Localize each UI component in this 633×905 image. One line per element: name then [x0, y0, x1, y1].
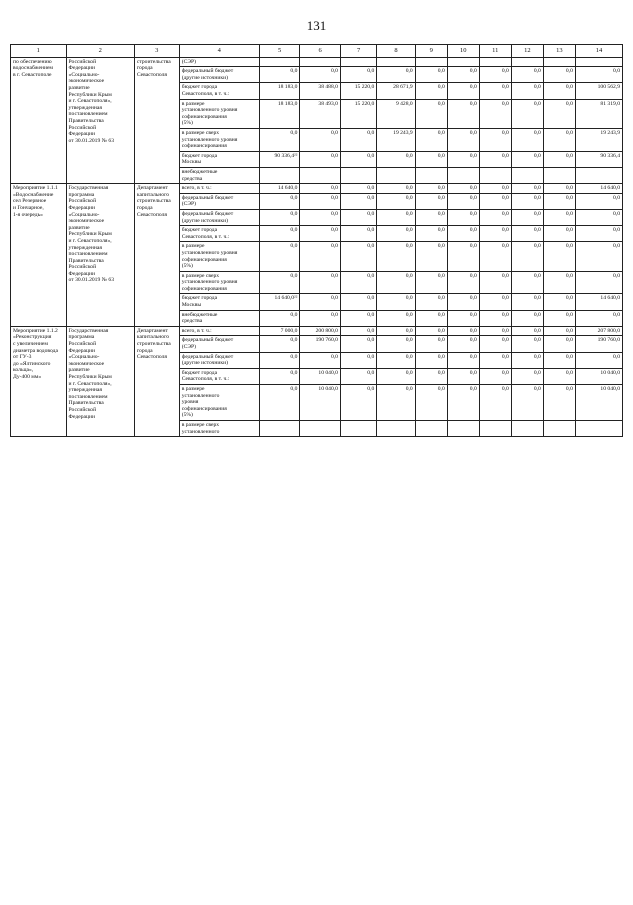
amount-cell: 0,0: [479, 385, 511, 421]
total-value-cell: 0,0: [575, 226, 622, 242]
amount-cell: 0,0: [377, 352, 415, 368]
funding-source-cell: федеральный бюджет (СЭР): [179, 193, 259, 209]
amount-cell: 0,0: [447, 294, 479, 310]
column-header: 6: [300, 45, 341, 58]
amount-cell: 0,0: [377, 209, 415, 225]
amount-cell: 0,0: [543, 385, 575, 421]
amount-cell: 0,0: [377, 184, 415, 194]
amount-cell: 0,0: [415, 336, 447, 352]
amount-cell: 0,0: [415, 151, 447, 167]
amount-cell: 14 640,0: [259, 184, 300, 194]
amount-cell: [415, 420, 447, 436]
amount-cell: 0,0: [300, 242, 341, 271]
amount-cell: 0,0: [479, 99, 511, 128]
amount-cell: 0,0: [447, 242, 479, 271]
amount-cell: 0,0: [543, 294, 575, 310]
amount-cell: 0,0: [340, 326, 376, 336]
amount-cell: [415, 167, 447, 183]
amount-cell: 7 000,0: [259, 326, 300, 336]
amount-cell: [479, 57, 511, 67]
funding-source-cell: всего, в т. ч.:: [179, 326, 259, 336]
amount-cell: 0,0: [259, 209, 300, 225]
amount-cell: 0,0: [377, 368, 415, 384]
amount-cell: 0,0: [377, 385, 415, 421]
amount-cell: 0,0: [479, 271, 511, 294]
amount-cell: 0,0: [543, 184, 575, 194]
amount-cell: 19 243,9: [377, 129, 415, 152]
amount-cell: [511, 57, 543, 67]
amount-cell: [415, 57, 447, 67]
amount-cell: 0,0: [415, 129, 447, 152]
amount-cell: 0,0: [300, 310, 341, 326]
amount-cell: 0,0: [340, 242, 376, 271]
table-body: [11, 57, 623, 437]
funding-source-cell: в размере сверх установленного уровня софинансирования: [179, 271, 259, 294]
amount-cell: 0,0: [340, 336, 376, 352]
amount-cell: 0,0: [511, 352, 543, 368]
amount-cell: 0,0: [340, 151, 376, 167]
amount-cell: 0,0: [511, 67, 543, 83]
activity-name-cell: по обеспечению водоснабжением в г. Севастополе: [11, 57, 67, 184]
amount-cell: 0,0: [543, 151, 575, 167]
amount-cell: 0,0: [447, 368, 479, 384]
amount-cell: 0,0: [543, 193, 575, 209]
amount-cell: 0,0: [447, 310, 479, 326]
amount-cell: 0,0: [479, 67, 511, 83]
amount-cell: [511, 420, 543, 436]
total-value-cell: 0,0: [575, 67, 622, 83]
amount-cell: 0,0: [511, 129, 543, 152]
amount-cell: 0,0: [543, 242, 575, 271]
amount-cell: [479, 420, 511, 436]
amount-cell: 0,0: [415, 294, 447, 310]
table-row: [11, 57, 623, 67]
amount-cell: 0,0: [259, 352, 300, 368]
amount-cell: 0,0: [259, 271, 300, 294]
total-value-cell: 90 336,4: [575, 151, 622, 167]
amount-cell: 0,0: [479, 336, 511, 352]
amount-cell: 0,0: [479, 129, 511, 152]
amount-cell: 0,0: [479, 326, 511, 336]
amount-cell: 0,0: [447, 151, 479, 167]
amount-cell: 0,0: [511, 326, 543, 336]
total-value-cell: 10 040,0: [575, 368, 622, 384]
total-value-cell: 207 800,0: [575, 326, 622, 336]
amount-cell: 90 336,4²²: [259, 151, 300, 167]
column-header: 3: [134, 45, 179, 58]
amount-cell: 0,0: [415, 326, 447, 336]
amount-cell: 0,0: [447, 226, 479, 242]
amount-cell: 200 800,0: [300, 326, 341, 336]
column-header: 10: [447, 45, 479, 58]
amount-cell: 0,0: [415, 193, 447, 209]
amount-cell: 0,0: [340, 184, 376, 194]
amount-cell: 0,0: [447, 184, 479, 194]
amount-cell: 0,0: [259, 336, 300, 352]
amount-cell: 0,0: [377, 67, 415, 83]
amount-cell: 0,0: [415, 352, 447, 368]
amount-cell: 0,0: [259, 193, 300, 209]
amount-cell: 0,0: [300, 67, 341, 83]
amount-cell: 0,0: [511, 193, 543, 209]
amount-cell: 0,0: [377, 294, 415, 310]
amount-cell: 0,0: [543, 99, 575, 128]
amount-cell: [300, 167, 341, 183]
amount-cell: 0,0: [543, 226, 575, 242]
amount-cell: 0,0: [447, 385, 479, 421]
funding-source-cell: всего, в т. ч.:: [179, 184, 259, 194]
amount-cell: 10 040,0: [300, 368, 341, 384]
total-value-cell: 0,0: [575, 209, 622, 225]
total-value-cell: 0,0: [575, 193, 622, 209]
amount-cell: 0,0: [447, 209, 479, 225]
total-value-cell: 10 040,0: [575, 385, 622, 421]
amount-cell: 0,0: [340, 368, 376, 384]
amount-cell: 0,0: [415, 385, 447, 421]
amount-cell: 0,0: [415, 226, 447, 242]
amount-cell: 0,0: [340, 129, 376, 152]
total-value-cell: 190 760,0: [575, 336, 622, 352]
total-value-cell: 100 562,9: [575, 83, 622, 99]
amount-cell: 0,0: [543, 67, 575, 83]
funding-source-cell: (СЭР): [179, 57, 259, 67]
amount-cell: 0,0: [340, 310, 376, 326]
amount-cell: 0,0: [340, 67, 376, 83]
amount-cell: 0,0: [543, 336, 575, 352]
column-header: 8: [377, 45, 415, 58]
amount-cell: 0,0: [511, 83, 543, 99]
amount-cell: 0,0: [259, 129, 300, 152]
amount-cell: [543, 57, 575, 67]
amount-cell: 0,0: [511, 226, 543, 242]
amount-cell: 0,0: [259, 385, 300, 421]
column-header: 4: [179, 45, 259, 58]
funding-source-cell: бюджет города Москвы: [179, 294, 259, 310]
amount-cell: [259, 420, 300, 436]
amount-cell: 0,0: [377, 226, 415, 242]
page-number: 131: [306, 18, 327, 33]
amount-cell: 0,0: [300, 226, 341, 242]
amount-cell: 38 488,0: [300, 83, 341, 99]
amount-cell: 0,0: [340, 385, 376, 421]
amount-cell: 15 220,0: [340, 83, 376, 99]
amount-cell: 0,0: [447, 352, 479, 368]
amount-cell: 0,0: [340, 193, 376, 209]
amount-cell: [543, 167, 575, 183]
amount-cell: 0,0: [543, 368, 575, 384]
amount-cell: 0,0: [447, 67, 479, 83]
amount-cell: [479, 167, 511, 183]
amount-cell: 0,0: [447, 326, 479, 336]
amount-cell: 0,0: [300, 184, 341, 194]
total-value-cell: [575, 57, 622, 67]
amount-cell: 0,0: [543, 310, 575, 326]
amount-cell: 0,0: [447, 193, 479, 209]
column-header: 2: [66, 45, 134, 58]
amount-cell: 0,0: [511, 242, 543, 271]
funding-source-cell: бюджет города Севастополя, в т. ч.:: [179, 83, 259, 99]
amount-cell: 0,0: [447, 99, 479, 128]
program-cell: Российской Федерации «Социально- экономическое развитие Республики Крым и г. Севастополя», утвержденная постановлением Правительства Российской Федерации от 30.01.2019 № 63: [66, 57, 134, 184]
amount-cell: 9 428,0: [377, 99, 415, 128]
amount-cell: 0,0: [511, 184, 543, 194]
amount-cell: 0,0: [415, 310, 447, 326]
amount-cell: 0,0: [511, 385, 543, 421]
amount-cell: 0,0: [377, 271, 415, 294]
amount-cell: 0,0: [479, 184, 511, 194]
amount-cell: 0,0: [543, 209, 575, 225]
amount-cell: 0,0: [511, 271, 543, 294]
amount-cell: 0,0: [377, 336, 415, 352]
amount-cell: 0,0: [300, 193, 341, 209]
total-value-cell: 0,0: [575, 271, 622, 294]
total-value-cell: 14 640,0: [575, 294, 622, 310]
column-number-row: [11, 45, 623, 58]
amount-cell: [340, 57, 376, 67]
amount-cell: [543, 420, 575, 436]
amount-cell: 0,0: [415, 67, 447, 83]
amount-cell: [300, 57, 341, 67]
amount-cell: 0,0: [300, 352, 341, 368]
table-row: [11, 184, 623, 194]
funding-source-cell: федеральный бюджет (другие источники): [179, 352, 259, 368]
funding-source-cell: федеральный бюджет (другие источники): [179, 67, 259, 83]
amount-cell: [447, 167, 479, 183]
column-header: 11: [479, 45, 511, 58]
activity-name-cell: Мероприятие 1.1.1 «Водоснабжение сел Резервное и Гончарное, 1-я очередь»: [11, 184, 67, 327]
amount-cell: 28 671,9: [377, 83, 415, 99]
amount-cell: 0,0: [479, 209, 511, 225]
executor-cell: строительства города Севастополя: [134, 57, 179, 184]
amount-cell: 18 183,0: [259, 99, 300, 128]
amount-cell: 0,0: [447, 271, 479, 294]
amount-cell: 0,0: [415, 184, 447, 194]
amount-cell: 0,0: [300, 294, 341, 310]
amount-cell: 0,0: [511, 294, 543, 310]
amount-cell: 0,0: [340, 271, 376, 294]
funding-source-cell: в размере сверх установленного уровня софинансирования: [179, 129, 259, 152]
amount-cell: 190 760,0: [300, 336, 341, 352]
funding-source-cell: бюджет города Севастополя, в т. ч.:: [179, 368, 259, 384]
amount-cell: 0,0: [259, 310, 300, 326]
funding-source-cell: в размере установленного уровня софинансирования (5%): [179, 242, 259, 271]
amount-cell: 0,0: [415, 99, 447, 128]
executor-cell: Департамент капитального строительства города Севастополя: [134, 184, 179, 327]
funding-source-cell: в размере сверх установленного: [179, 420, 259, 436]
column-header: 9: [415, 45, 447, 58]
total-value-cell: 14 640,0: [575, 184, 622, 194]
amount-cell: [300, 420, 341, 436]
amount-cell: 0,0: [300, 209, 341, 225]
total-value-cell: 0,0: [575, 310, 622, 326]
amount-cell: [259, 57, 300, 67]
amount-cell: 0,0: [340, 352, 376, 368]
amount-cell: 0,0: [543, 83, 575, 99]
amount-cell: 0,0: [415, 368, 447, 384]
amount-cell: [447, 420, 479, 436]
amount-cell: 0,0: [479, 310, 511, 326]
amount-cell: 0,0: [377, 193, 415, 209]
amount-cell: 0,0: [447, 129, 479, 152]
amount-cell: 0,0: [479, 151, 511, 167]
amount-cell: 0,0: [259, 226, 300, 242]
executor-cell: Департамент капитального строительства города Севастополя: [134, 326, 179, 436]
amount-cell: 0,0: [479, 294, 511, 310]
funding-source-cell: бюджет города Севастополя, в т. ч.:: [179, 226, 259, 242]
amount-cell: 0,0: [543, 271, 575, 294]
funding-source-cell: в размере установленного уровня софинансирования (5%): [179, 99, 259, 128]
column-header: 14: [575, 45, 622, 58]
amount-cell: 0,0: [377, 310, 415, 326]
amount-cell: 0,0: [447, 83, 479, 99]
funding-source-cell: федеральный бюджет (другие источники): [179, 209, 259, 225]
funding-source-cell: внебюджетные средства: [179, 310, 259, 326]
amount-cell: 18 183,0: [259, 83, 300, 99]
amount-cell: [340, 167, 376, 183]
budget-table-container: [10, 44, 623, 437]
total-value-cell: 19 243,9: [575, 129, 622, 152]
amount-cell: 0,0: [479, 193, 511, 209]
amount-cell: 0,0: [543, 352, 575, 368]
funding-source-cell: бюджет города Москвы: [179, 151, 259, 167]
funding-source-cell: федеральный бюджет (СЭР): [179, 336, 259, 352]
amount-cell: 0,0: [447, 336, 479, 352]
amount-cell: 0,0: [377, 326, 415, 336]
amount-cell: 15 220,0: [340, 99, 376, 128]
amount-cell: 0,0: [300, 271, 341, 294]
column-header: 1: [11, 45, 67, 58]
amount-cell: 0,0: [543, 129, 575, 152]
column-header: 12: [511, 45, 543, 58]
amount-cell: 0,0: [377, 242, 415, 271]
amount-cell: [377, 420, 415, 436]
total-value-cell: 0,0: [575, 242, 622, 271]
total-value-cell: 81 319,0: [575, 99, 622, 128]
amount-cell: 0,0: [543, 326, 575, 336]
funding-source-cell: в размере установленного уровня софинансирования (5%): [179, 385, 259, 421]
amount-cell: 0,0: [415, 83, 447, 99]
activity-name-cell: Мероприятие 1.1.2 «Реконструкция с увеличением диаметра водовода от ГУ-3 до «Ялтинского кольца», Ду-400 мм»: [11, 326, 67, 436]
funding-source-cell: внебюджетные средства: [179, 167, 259, 183]
amount-cell: 0,0: [479, 226, 511, 242]
amount-cell: 0,0: [511, 310, 543, 326]
amount-cell: 0,0: [479, 83, 511, 99]
amount-cell: 0,0: [300, 129, 341, 152]
amount-cell: 0,0: [511, 336, 543, 352]
program-cell: Государственная программа Российской Федерации «Социально- экономическое развитие Республики Крым и г. Севастополя», утвержденная постановлением Правительства Российской Федерации от 30.01.2019 № 63: [66, 184, 134, 327]
amount-cell: [340, 420, 376, 436]
amount-cell: [447, 57, 479, 67]
amount-cell: 0,0: [479, 368, 511, 384]
amount-cell: 0,0: [415, 242, 447, 271]
amount-cell: 14 640,0²²: [259, 294, 300, 310]
amount-cell: 0,0: [340, 294, 376, 310]
column-header: 5: [259, 45, 300, 58]
total-value-cell: [575, 167, 622, 183]
amount-cell: 0,0: [259, 242, 300, 271]
amount-cell: 0,0: [511, 99, 543, 128]
column-header: 7: [340, 45, 376, 58]
amount-cell: 0,0: [511, 209, 543, 225]
amount-cell: 0,0: [377, 151, 415, 167]
amount-cell: [259, 167, 300, 183]
amount-cell: 38 493,0: [300, 99, 341, 128]
amount-cell: 0,0: [259, 67, 300, 83]
amount-cell: 0,0: [511, 368, 543, 384]
amount-cell: 0,0: [415, 209, 447, 225]
amount-cell: 0,0: [479, 242, 511, 271]
amount-cell: 10 040,0: [300, 385, 341, 421]
amount-cell: 0,0: [340, 226, 376, 242]
amount-cell: 0,0: [479, 352, 511, 368]
amount-cell: [377, 167, 415, 183]
budget-table: [10, 44, 623, 437]
amount-cell: 0,0: [300, 151, 341, 167]
program-cell: Государственная программа Российской Федерации «Социально- экономическое развитие Республики Крым и г. Севастополя», утвержденная постановлением Правительства Российской Федерации: [66, 326, 134, 436]
table-row: [11, 326, 623, 336]
amount-cell: 0,0: [259, 368, 300, 384]
total-value-cell: [575, 420, 622, 436]
amount-cell: 0,0: [340, 209, 376, 225]
amount-cell: [377, 57, 415, 67]
total-value-cell: 0,0: [575, 352, 622, 368]
column-header: 13: [543, 45, 575, 58]
amount-cell: 0,0: [415, 271, 447, 294]
amount-cell: [511, 167, 543, 183]
amount-cell: 0,0: [511, 151, 543, 167]
